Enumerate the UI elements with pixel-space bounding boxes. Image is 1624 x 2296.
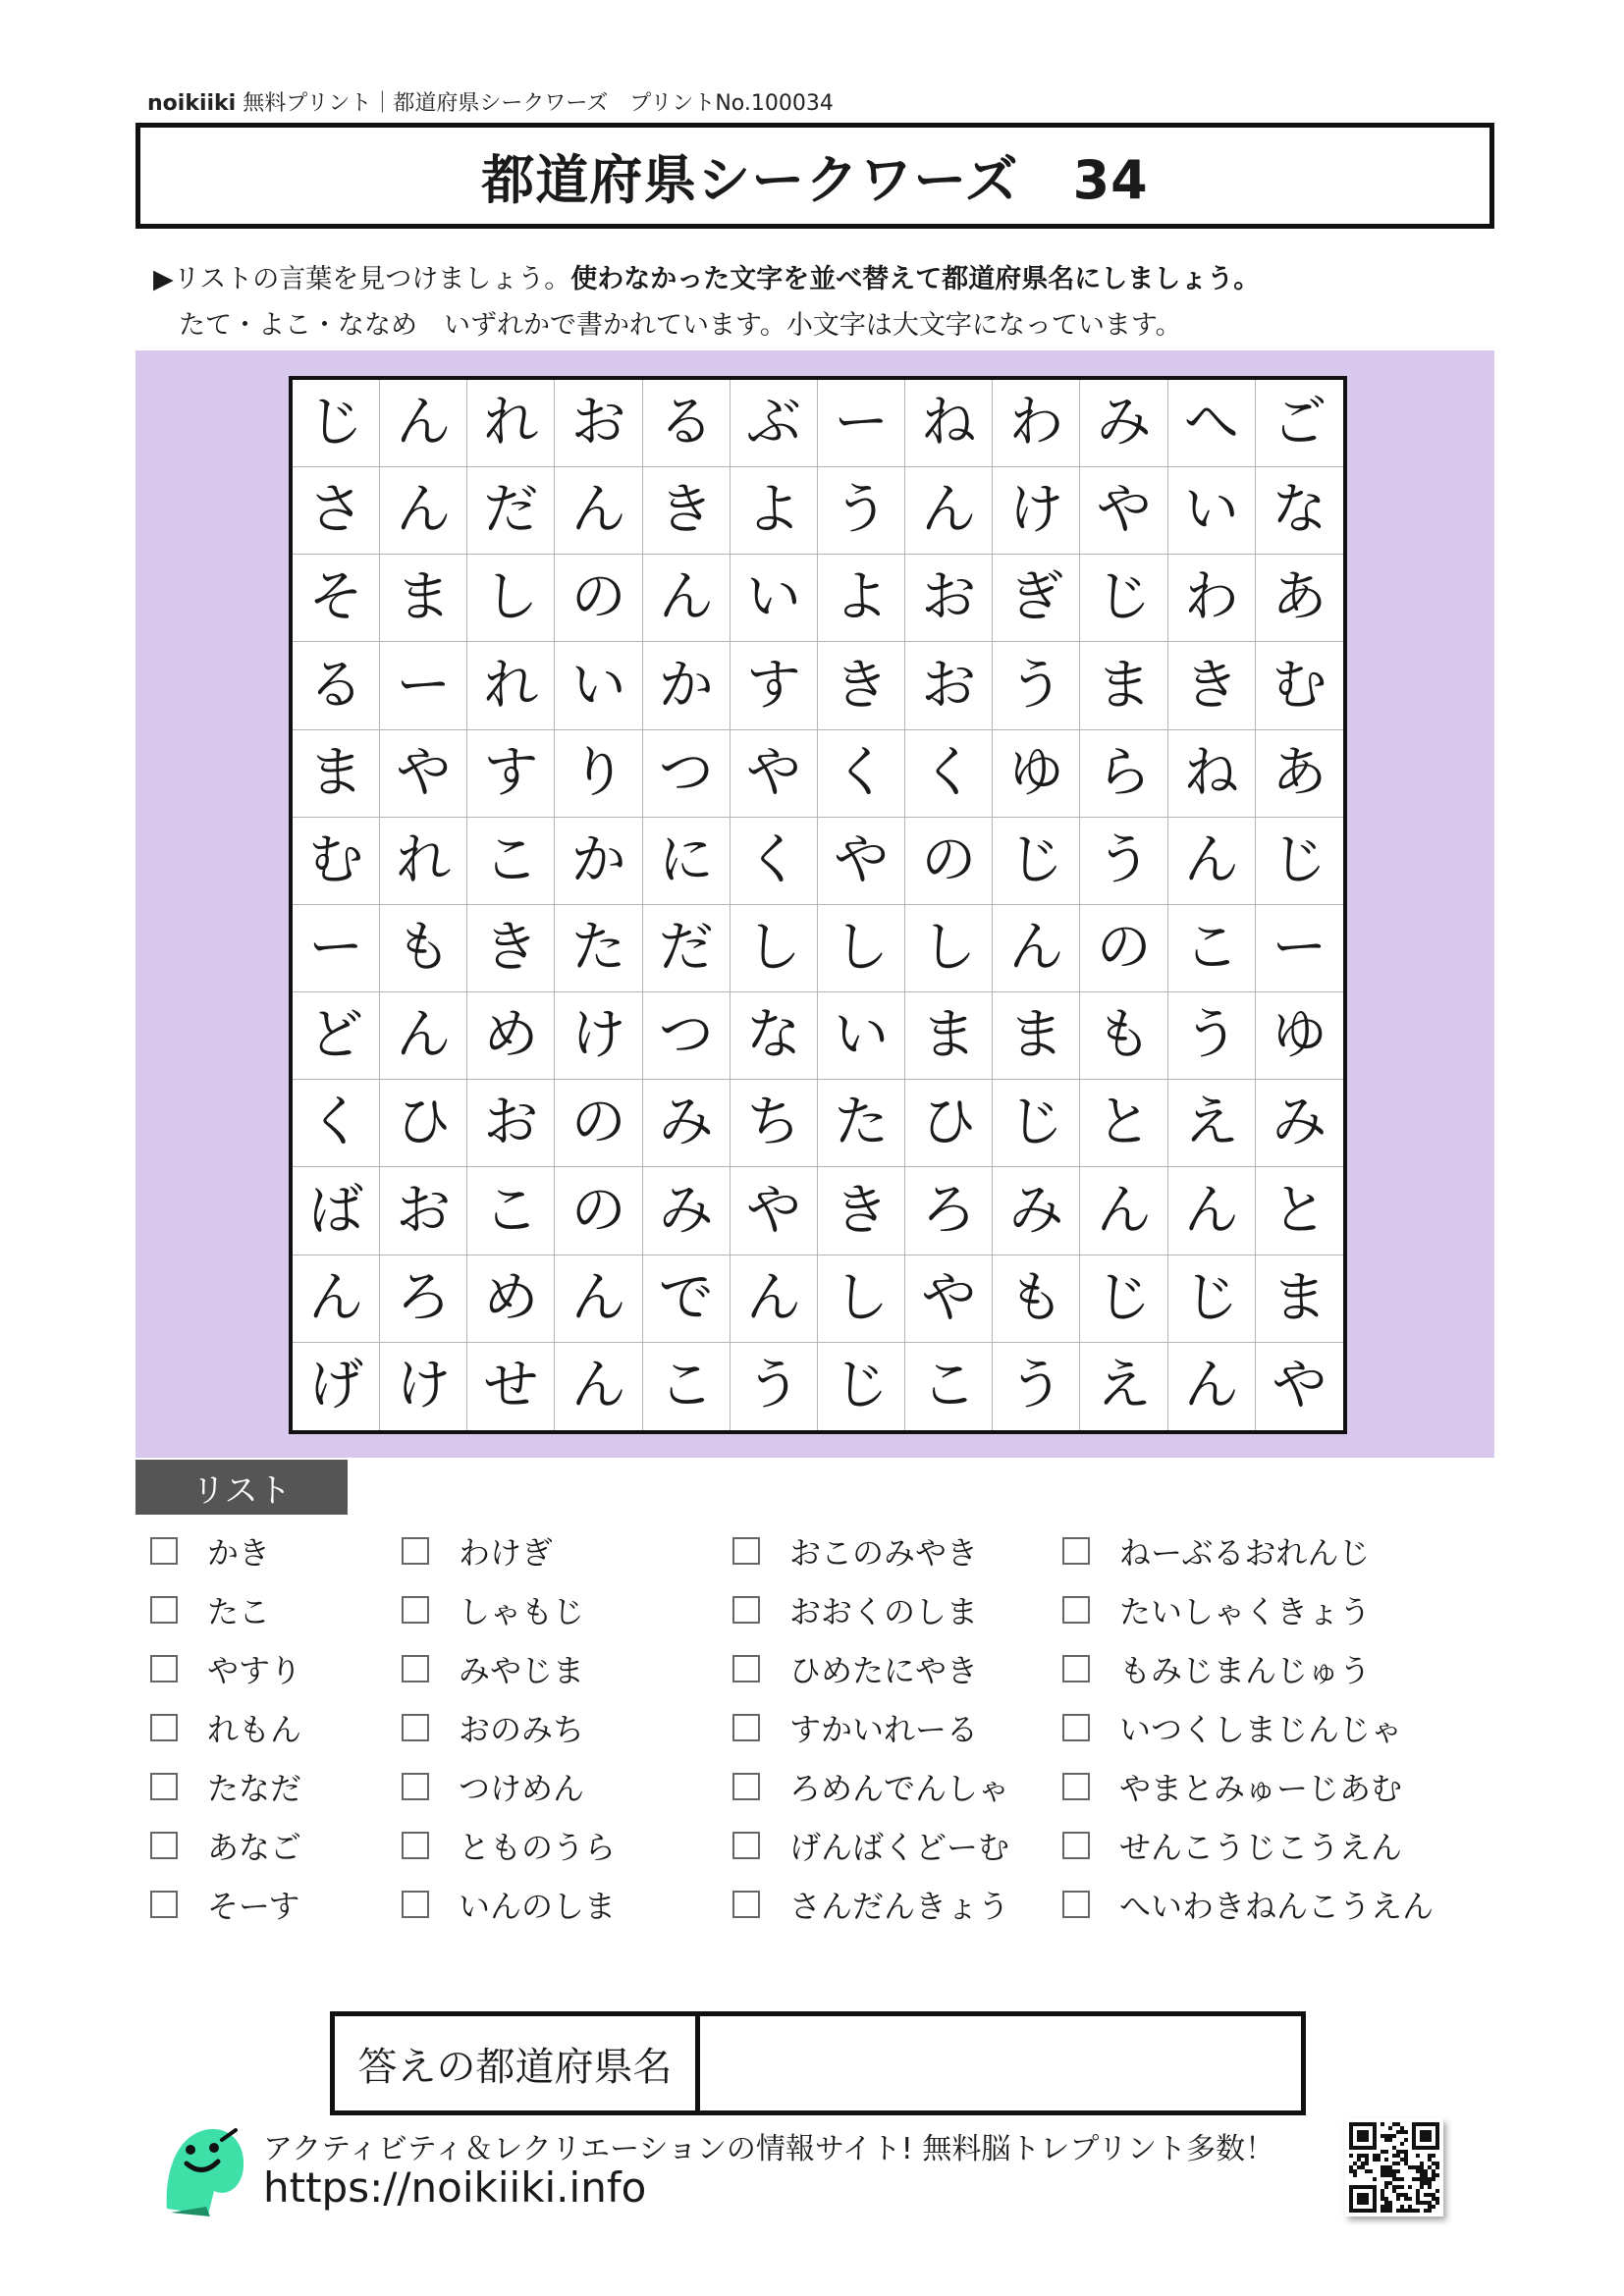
- list-item: [150, 1767, 301, 1806]
- grid-cell: か: [643, 642, 731, 729]
- grid-cell: ん: [1168, 1343, 1256, 1430]
- grid-cell: く: [731, 818, 818, 905]
- header-line: [147, 86, 834, 117]
- list-item-label: やすり: [207, 1652, 302, 1689]
- grid-cell: ぎ: [993, 555, 1080, 642]
- grid-cell: き: [1168, 642, 1256, 729]
- brand-name: noikiiki: [147, 91, 237, 116]
- checkbox[interactable]: [402, 1714, 429, 1741]
- list-item: [732, 1708, 978, 1747]
- grid-cell: ね: [1168, 730, 1256, 818]
- grid-cell: う: [993, 642, 1080, 729]
- grid-cell: こ: [905, 1343, 993, 1430]
- grid-cell: め: [467, 992, 555, 1080]
- grid-cell: げ: [293, 1343, 380, 1430]
- grid-cell: る: [643, 380, 731, 467]
- footer-url[interactable]: https://noikiiki.info: [263, 2163, 647, 2212]
- grid-cell: な: [1256, 467, 1343, 555]
- list-item-label: ろめんでんしゃ: [789, 1770, 1010, 1807]
- grid-cell: こ: [467, 818, 555, 905]
- checkbox[interactable]: [150, 1596, 178, 1624]
- grid-cell: や: [905, 1255, 993, 1343]
- checkbox[interactable]: [150, 1655, 178, 1682]
- word-search-grid: [289, 376, 1347, 1434]
- grid-cell: め: [467, 1255, 555, 1343]
- list-item: [1062, 1708, 1402, 1747]
- grid-cell: る: [293, 642, 380, 729]
- grid-cell: か: [555, 818, 642, 905]
- grid-cell: く: [818, 730, 905, 818]
- footer-tagline: アクティビティ＆レクリエーションの情報サイト! 無料脳トレプリント多数！: [263, 2132, 1275, 2166]
- list-item-label: いんのしま: [459, 1888, 617, 1925]
- grid-cell: あ: [1256, 730, 1343, 818]
- instruction-line-1: [153, 257, 1260, 295]
- list-item: [402, 1826, 616, 1865]
- grid-cell: す: [731, 642, 818, 729]
- grid-cell: ら: [1080, 730, 1167, 818]
- grid-cell: み: [643, 1080, 731, 1167]
- grid-cell: せ: [467, 1343, 555, 1430]
- list-item: [1062, 1826, 1402, 1865]
- grid-cell: へ: [1168, 380, 1256, 467]
- grid-cell: ん: [555, 1343, 642, 1430]
- grid-cell: き: [818, 1167, 905, 1255]
- grid-cell: で: [643, 1255, 731, 1343]
- checkbox[interactable]: [150, 1832, 178, 1859]
- grid-cell: し: [731, 905, 818, 992]
- noikiiki-logo-icon: [157, 2120, 251, 2218]
- grid-cell: ん: [555, 467, 642, 555]
- checkbox[interactable]: [1062, 1773, 1090, 1800]
- grid-cell: じ: [1256, 818, 1343, 905]
- grid-cell: ど: [293, 992, 380, 1080]
- grid-cell: み: [643, 1167, 731, 1255]
- list-item-label: へいわきねんこうえん: [1119, 1888, 1435, 1925]
- grid-cell: や: [731, 1167, 818, 1255]
- checkbox[interactable]: [732, 1537, 760, 1565]
- checkbox[interactable]: [1062, 1714, 1090, 1741]
- grid-cell: じ: [1168, 1255, 1256, 1343]
- grid-cell: ぶ: [731, 380, 818, 467]
- grid-cell: け: [380, 1343, 467, 1430]
- grid-cell: う: [1168, 992, 1256, 1080]
- list-item-label: おこのみやき: [789, 1534, 979, 1572]
- grid-cell: む: [1256, 642, 1343, 729]
- grid-cell: と: [1256, 1167, 1343, 1255]
- grid-cell: じ: [993, 818, 1080, 905]
- grid-cell: こ: [467, 1167, 555, 1255]
- grid-cell: お: [467, 1080, 555, 1167]
- grid-cell: う: [993, 1343, 1080, 1430]
- list-item-label: とものうら: [459, 1829, 617, 1866]
- grid-cell: わ: [993, 380, 1080, 467]
- grid-cell: の: [555, 1167, 642, 1255]
- grid-cell: ば: [293, 1167, 380, 1255]
- checkbox[interactable]: [150, 1537, 178, 1565]
- grid-cell: ん: [731, 1255, 818, 1343]
- list-item: [402, 1885, 616, 1924]
- grid-cell: ね: [905, 380, 993, 467]
- grid-cell: ろ: [905, 1167, 993, 1255]
- grid-cell: ん: [555, 1255, 642, 1343]
- list-item: [1062, 1649, 1371, 1688]
- list-item: [1062, 1767, 1402, 1806]
- grid-cell: え: [1168, 1080, 1256, 1167]
- list-item: [402, 1531, 553, 1571]
- grid-cell: み: [993, 1167, 1080, 1255]
- grid-cell: な: [731, 992, 818, 1080]
- grid-cell: よ: [731, 467, 818, 555]
- grid-cell: し: [905, 905, 993, 992]
- grid-cell: も: [993, 1255, 1080, 1343]
- qr-code-icon: [1345, 2118, 1443, 2216]
- list-item-label: たなだ: [207, 1770, 302, 1807]
- grid-cell: の: [555, 1080, 642, 1167]
- grid-cell: あ: [1256, 555, 1343, 642]
- checkbox[interactable]: [1062, 1596, 1090, 1624]
- grid-cell: き: [818, 642, 905, 729]
- grid-cell: ろ: [380, 1255, 467, 1343]
- checkbox[interactable]: [150, 1891, 178, 1918]
- checkbox[interactable]: [1062, 1537, 1090, 1565]
- grid-cell: ご: [1256, 380, 1343, 467]
- list-item: [402, 1708, 584, 1747]
- checkbox[interactable]: [150, 1773, 178, 1800]
- list-item-label: かき: [207, 1534, 271, 1572]
- header-text: 無料プリント｜都道府県シークワーズ プリントNo.100034: [236, 91, 834, 116]
- grid-cell: ん: [643, 555, 731, 642]
- grid-cell: ー: [818, 380, 905, 467]
- grid-cell: や: [1080, 467, 1167, 555]
- grid-cell: じ: [1080, 555, 1167, 642]
- checkbox[interactable]: [732, 1832, 760, 1859]
- grid-cell: お: [905, 555, 993, 642]
- grid-cell: す: [467, 730, 555, 818]
- checkbox[interactable]: [402, 1655, 429, 1682]
- list-item: [732, 1531, 978, 1571]
- grid-cell: ん: [380, 992, 467, 1080]
- grid-cell: き: [467, 905, 555, 992]
- grid-cell: ー: [1256, 905, 1343, 992]
- list-item-label: もみじまんじゅう: [1119, 1652, 1372, 1689]
- grid-cell: お: [380, 1167, 467, 1255]
- instruction-bold: 使わなかった文字を並べ替えて都道府県名にしましょう。: [570, 264, 1261, 294]
- list-item-label: そーす: [207, 1888, 300, 1925]
- grid-cell: ま: [380, 555, 467, 642]
- list-item-label: すかいれーる: [789, 1711, 979, 1748]
- list-item: [150, 1531, 270, 1571]
- grid-cell: ま: [993, 992, 1080, 1080]
- grid-cell: う: [731, 1343, 818, 1430]
- grid-cell: や: [380, 730, 467, 818]
- grid-cell: た: [818, 1080, 905, 1167]
- checkbox[interactable]: [1062, 1891, 1090, 1918]
- grid-cell: さ: [293, 467, 380, 555]
- list-item: [1062, 1590, 1371, 1629]
- grid-cell: ま: [293, 730, 380, 818]
- grid-cell: よ: [818, 555, 905, 642]
- grid-cell: く: [905, 730, 993, 818]
- grid-cell: そ: [293, 555, 380, 642]
- grid-cell: け: [993, 467, 1080, 555]
- grid-cell: い: [731, 555, 818, 642]
- list-item-label: やまとみゅーじあむ: [1119, 1770, 1403, 1807]
- answer-label: 答えの都道府県名: [335, 2016, 700, 2110]
- grid-cell: じ: [993, 1080, 1080, 1167]
- checkbox[interactable]: [1062, 1655, 1090, 1682]
- grid-cell: と: [1080, 1080, 1167, 1167]
- list-item: [150, 1649, 301, 1688]
- list-item: [150, 1885, 299, 1924]
- grid-cell: の: [905, 818, 993, 905]
- list-item: [1062, 1531, 1370, 1571]
- checkbox[interactable]: [732, 1596, 760, 1624]
- grid-cell: や: [818, 818, 905, 905]
- grid-cell: え: [1080, 1343, 1167, 1430]
- grid-cell: じ: [818, 1343, 905, 1430]
- list-item: [150, 1590, 270, 1629]
- grid-cell: れ: [380, 818, 467, 905]
- list-item-label: げんばくどーむ: [789, 1829, 1010, 1866]
- list-item-label: おのみち: [459, 1711, 585, 1748]
- grid-cell: も: [380, 905, 467, 992]
- grid-cell: ひ: [380, 1080, 467, 1167]
- list-tab: リスト: [135, 1460, 348, 1515]
- grid-cell: だ: [467, 467, 555, 555]
- grid-cell: ま: [1256, 1255, 1343, 1343]
- checkbox[interactable]: [402, 1537, 429, 1565]
- grid-cell: に: [643, 818, 731, 905]
- list-item: [402, 1649, 584, 1688]
- grid-cell: ー: [293, 905, 380, 992]
- grid-cell: み: [1080, 380, 1167, 467]
- list-item-label: しゃもじ: [459, 1593, 585, 1630]
- grid-cell: や: [1272, 1354, 1327, 1418]
- grid-cell: し: [467, 555, 555, 642]
- grid-cell: ま: [905, 992, 993, 1080]
- grid-cell: ん: [293, 1255, 380, 1343]
- grid-cell: い: [818, 992, 905, 1080]
- grid-cell: れ: [467, 642, 555, 729]
- checkbox[interactable]: [732, 1655, 760, 1682]
- grid-cell: い: [555, 642, 642, 729]
- checkbox[interactable]: [150, 1714, 178, 1741]
- checkbox[interactable]: [732, 1891, 760, 1918]
- grid-cell: ま: [1080, 642, 1167, 729]
- grid-cell: し: [818, 1255, 905, 1343]
- grid-cell: し: [818, 905, 905, 992]
- list-item: [732, 1590, 978, 1629]
- grid-cell: の: [555, 555, 642, 642]
- grid-cell: の: [1080, 905, 1167, 992]
- checkbox[interactable]: [402, 1773, 429, 1800]
- grid-cell: り: [555, 730, 642, 818]
- grid-cell: だ: [643, 905, 731, 992]
- list-item: [732, 1885, 1009, 1924]
- grid-cell: じ: [293, 380, 380, 467]
- list-item-label: たこ: [207, 1593, 271, 1630]
- instruction-line-2: たて・よこ・ななめ いずれかで書かれています。小文字は大文字になっています。: [179, 310, 1182, 341]
- list-item-label: ねーぶるおれんじ: [1119, 1534, 1371, 1572]
- list-item-label: せんこうじこうえん: [1119, 1829, 1403, 1866]
- grid-cell: ん: [380, 380, 467, 467]
- grid-cell: つ: [643, 992, 731, 1080]
- list-item-label: あなご: [207, 1829, 302, 1866]
- grid-cell: い: [1168, 467, 1256, 555]
- grid-cell: う: [818, 467, 905, 555]
- checkbox[interactable]: [402, 1596, 429, 1624]
- list-item-label: つけめん: [459, 1770, 585, 1807]
- grid-cell: お: [555, 380, 642, 467]
- answer-field[interactable]: [700, 2016, 1301, 2110]
- list-item-label: いつくしまじんじゃ: [1119, 1711, 1403, 1748]
- grid-cell: た: [555, 905, 642, 992]
- list-item: [732, 1767, 1009, 1806]
- list-item-label: さんだんきょう: [789, 1888, 1010, 1925]
- list-item-label: たいしゃくきょう: [1119, 1593, 1372, 1630]
- grid-cell: ひ: [905, 1080, 993, 1167]
- list-item-label: れもん: [207, 1711, 302, 1748]
- list-item-label: みやじま: [459, 1652, 585, 1689]
- grid-cell: こ: [643, 1343, 731, 1430]
- grid-cell: う: [1080, 818, 1167, 905]
- list-item: [732, 1649, 978, 1688]
- grid-cell: じ: [1080, 1255, 1167, 1343]
- grid-cell: き: [643, 467, 731, 555]
- grid-cell: く: [293, 1080, 380, 1167]
- checkbox[interactable]: [732, 1773, 760, 1800]
- grid-cell: ん: [1168, 1167, 1256, 1255]
- grid-cell: む: [293, 818, 380, 905]
- checkbox[interactable]: [402, 1891, 429, 1918]
- grid-cell: ち: [731, 1080, 818, 1167]
- grid-cell: ゆ: [1256, 992, 1343, 1080]
- list-item-label: わけぎ: [459, 1534, 554, 1572]
- grid-cell: れ: [467, 380, 555, 467]
- list-item: [402, 1590, 584, 1629]
- grid-cell: こ: [1168, 905, 1256, 992]
- list-item-label: おおくのしま: [789, 1593, 979, 1630]
- grid-cell: ゆ: [993, 730, 1080, 818]
- list-item: [402, 1767, 584, 1806]
- grid-cell: み: [1256, 1080, 1343, 1167]
- grid-cell: や: [731, 730, 818, 818]
- instruction-plain: ▶リストの言葉を見つけましょう。: [153, 264, 571, 294]
- checkbox[interactable]: [402, 1832, 429, 1859]
- list-item-label: ひめたにやき: [789, 1652, 979, 1689]
- list-item: [150, 1708, 301, 1747]
- list-item: [1062, 1885, 1434, 1924]
- grid-cell: け: [555, 992, 642, 1080]
- answer-box: [330, 2011, 1306, 2115]
- grid-cell: ん: [1080, 1167, 1167, 1255]
- grid-cell: ん: [993, 905, 1080, 992]
- page-title: 都道府県シークワーズ 34: [135, 123, 1494, 229]
- checkbox[interactable]: [732, 1714, 760, 1741]
- grid-cell: わ: [1168, 555, 1256, 642]
- grid-cell: も: [1080, 992, 1167, 1080]
- list-item: [150, 1826, 301, 1865]
- grid-cell: ん: [1168, 818, 1256, 905]
- grid-cell: つ: [643, 730, 731, 818]
- checkbox[interactable]: [1062, 1832, 1090, 1859]
- grid-cell: ん: [905, 467, 993, 555]
- grid-cell: ー: [380, 642, 467, 729]
- grid-cell: お: [905, 642, 993, 729]
- list-item: [732, 1826, 1009, 1865]
- grid-cell: ん: [380, 467, 467, 555]
